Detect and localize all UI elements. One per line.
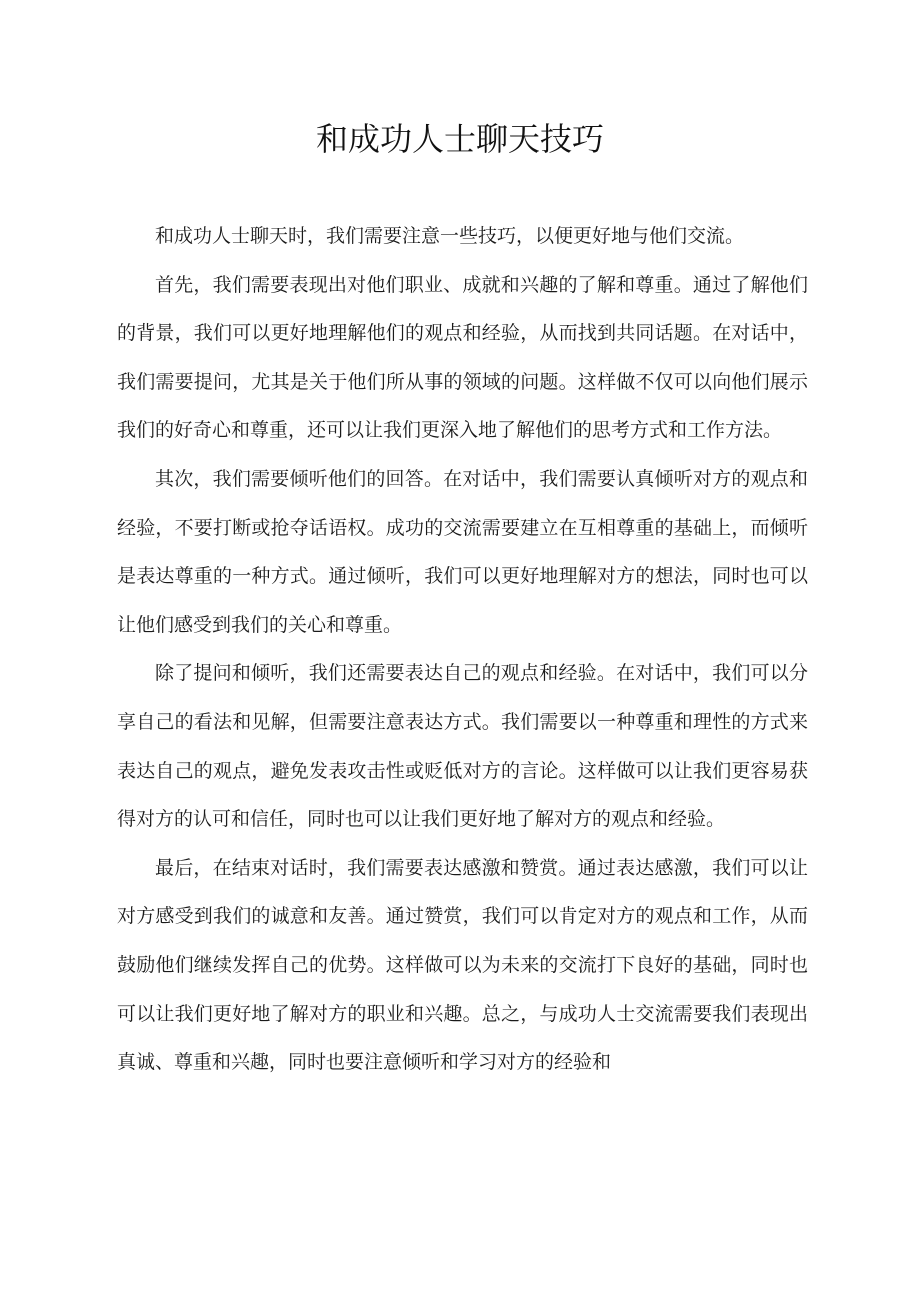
document-title: 和成功人士聊天技巧	[315, 120, 604, 158]
paragraph-second: 其次，我们需要倾听他们的回答。在对话中，我们需要认真倾听对方的观点和经验，不要打断或抢夺话语权。成功的交流需要建立在互相尊重的基础上，而倾听是表达尊重的一种方式。通过倾听，我们可以更好地理解对方的想法，同时也可以让他们感受到我们的关心和尊重。	[117, 467, 808, 636]
paragraph-first: 首先，我们需要表现出对他们职业、成就和兴趣的了解和尊重。通过了解他们的背景，我们可以更好地理解他们的观点和经验，从而找到共同话题。在对话中，我们需要提问，尤其是关于他们所从事的领域的问题。这样做不仅可以向他们展示我们的好奇心和尊重，还可以让我们更深入地了解他们的思考方式和工作方法。	[117, 273, 808, 442]
paragraph-final: 最后，在结束对话时，我们需要表达感激和赞赏。通过表达感激，我们可以让对方感受到我们的诚意和友善。通过赞赏，我们可以肯定对方的观点和工作，从而鼓励他们继续发挥自己的优势。这样做可以为未来的交流打下良好的基础，同时也可以让我们更好地了解对方的职业和兴趣。总之，与成功人士交流需要我们表现出真诚、尊重和兴趣，同时也要注意倾听和学习对方的经验和	[117, 856, 808, 1074]
document-body	[117, 212, 808, 1087]
paragraph-third: 除了提问和倾听，我们还需要表达自己的观点和经验。在对话中，我们可以分享自己的看法和见解，但需要注意表达方式。我们需要以一种尊重和理性的方式来表达自己的观点，避免发表攻击性或贬低对方的言论。这样做可以让我们更容易获得对方的认可和信任，同时也可以让我们更好地了解对方的观点和经验。	[117, 662, 808, 831]
paragraph-intro: 和成功人士聊天时，我们需要注意一些技巧，以便更好地与他们交流。	[155, 225, 745, 247]
